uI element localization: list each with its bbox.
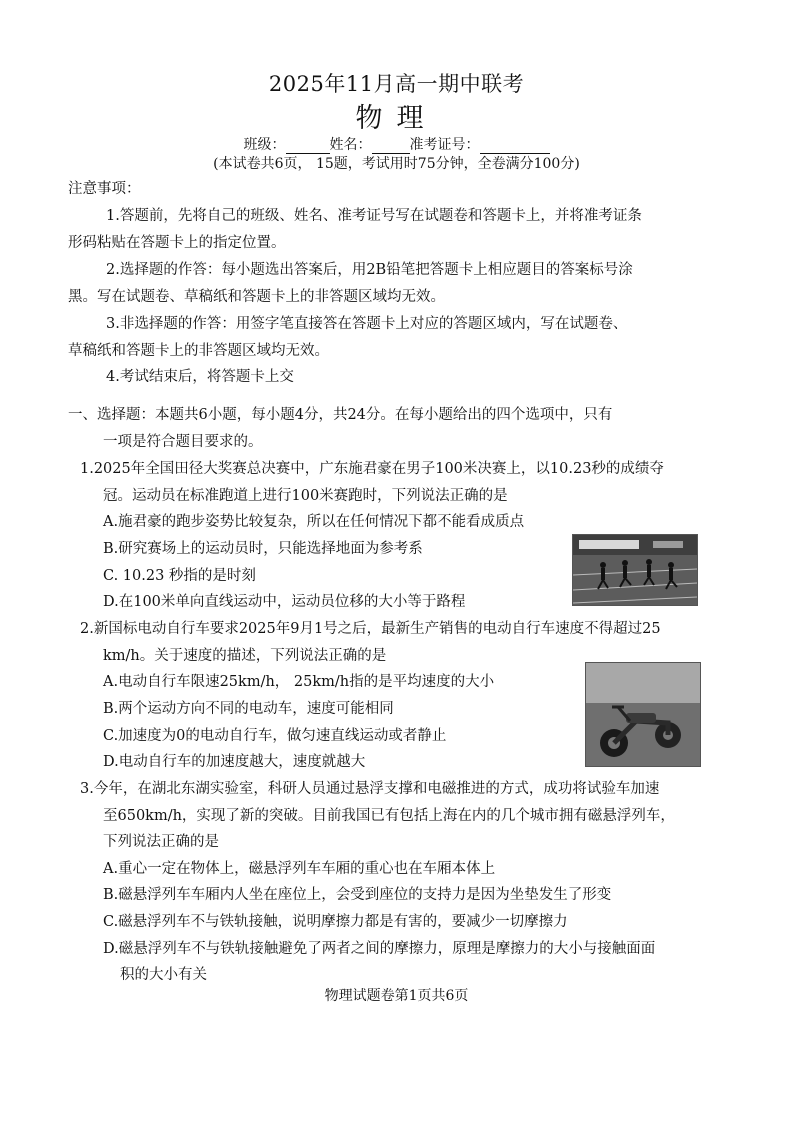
question-2-option-a: A.电动自行车限速25km/h， 25km/h指的是平均速度的大小 (103, 674, 495, 690)
question-3-stem-line-2: 至650km/h，实现了新的突破。目前我国已有包括上海在内的几个城市拥有磁悬浮列车， (103, 808, 675, 824)
note-4: 4.考试结束后，将答题卡上交 (106, 369, 294, 385)
question-3-option-d-line-1: D.磁悬浮列车不与铁轨接触避免了两者之间的摩擦力，原理是摩擦力的大小与接触面面 (103, 941, 656, 957)
question-2-stem-line-2: km/h。关于速度的描述，下列说法正确的是 (103, 648, 387, 664)
question-1-option-d: D.在100米单向直线运动中，运动员位移的大小等于路程 (103, 594, 466, 610)
note-2-line-1: 2.选择题的作答：每小题选出答案后，用2B铅笔把答题卡上相应题目的答案标号涂 (106, 262, 633, 278)
student-info-line (0, 137, 793, 154)
page-footer: 物理试题卷第1页共6页 (324, 988, 469, 1004)
note-2-line-2: 黑。写在试题卷、草稿纸和答题卡上的非答题区域均无效。 (68, 289, 445, 305)
question-3-stem-line-1: 3.今年，在湖北东湖实验室，科研人员通过悬浮支撑和电磁推进的方式，成功将试验车加速 (80, 781, 660, 797)
question-2-stem-line-1: 2.新国标电动自行车要求2025年9月1号之后，最新生产销售的电动自行车速度不得超过25 (80, 621, 661, 637)
question-3-option-a: A.重心一定在物体上，磁悬浮列车车厢的重心也在车厢本体上 (103, 861, 496, 877)
section-1-heading: 一、选择题：本题共6小题，每小题4分，共24分。在每小题给出的四个选项中，只有 (68, 407, 613, 423)
e-bike-photo (585, 662, 701, 767)
question-1-option-c: C. 10.23 秒指的是时刻 (103, 568, 256, 584)
question-3-option-d-line-2: 积的大小有关 (120, 967, 207, 983)
question-1-stem-line-2: 冠。运动员在标准跑道上进行100米赛跑时，下列说法正确的是 (103, 488, 508, 504)
question-1-option-a: A.施君豪的跑步姿势比较复杂，所以在任何情况下都不能看成质点 (103, 514, 525, 530)
notes-heading: 注意事项： (68, 181, 141, 197)
question-1-option-b: B.研究赛场上的运动员时，只能选择地面为参考系 (103, 541, 423, 557)
name-label: 姓名： (329, 137, 372, 153)
exam-title: 2025年11月高一期中联考 (268, 72, 525, 96)
exam-id-field[interactable] (480, 139, 550, 154)
note-1-line-1: 1.答题前，先将自己的班级、姓名、准考证号写在试题卷和答题卡上，并将准考证条 (106, 208, 642, 224)
question-2-option-c: C.加速度为0的电动自行车，做匀速直线运动或者静止 (103, 728, 447, 744)
note-3-line-2: 草稿纸和答题卡上的非答题区域均无效。 (68, 343, 329, 359)
exam-id-label: 准考证号： (409, 137, 480, 153)
question-2-option-d: D.电动自行车的加速度越大，速度就越大 (103, 754, 366, 770)
note-3-line-1: 3.非选择题的作答：用签字笔直接答在答题卡上对应的答题区域内，写在试题卷、 (106, 316, 628, 332)
section-1-heading-line-2: 一项是符合题目要求的。 (103, 434, 263, 450)
question-3-option-b: B.磁悬浮列车车厢内人坐在座位上，会受到座位的支持力是因为坐垫发生了形变 (103, 887, 612, 903)
name-field[interactable] (372, 139, 410, 154)
class-label: 班级： (243, 137, 286, 153)
sprint-race-photo (572, 534, 698, 606)
class-field[interactable] (286, 139, 330, 154)
question-3-stem-line-3: 下列说法正确的是 (103, 834, 219, 850)
note-1-line-2: 形码粘贴在答题卡上的指定位置。 (68, 235, 286, 251)
question-2-option-b: B.两个运动方向不同的电动车，速度可能相同 (103, 701, 394, 717)
question-3-option-c: C.磁悬浮列车不与铁轨接触，说明摩擦力都是有害的，要减少一切摩擦力 (103, 914, 568, 930)
subject-title: 物理 (355, 103, 438, 134)
exam-meta: (本试卷共6页， 15题，考试用时75分钟，全卷满分100分) (213, 156, 580, 172)
question-1-stem-line-1: 1.2025年全国田径大奖赛总决赛中，广东施君豪在男子100米决赛上，以10.23秒的成绩夺 (80, 461, 664, 477)
